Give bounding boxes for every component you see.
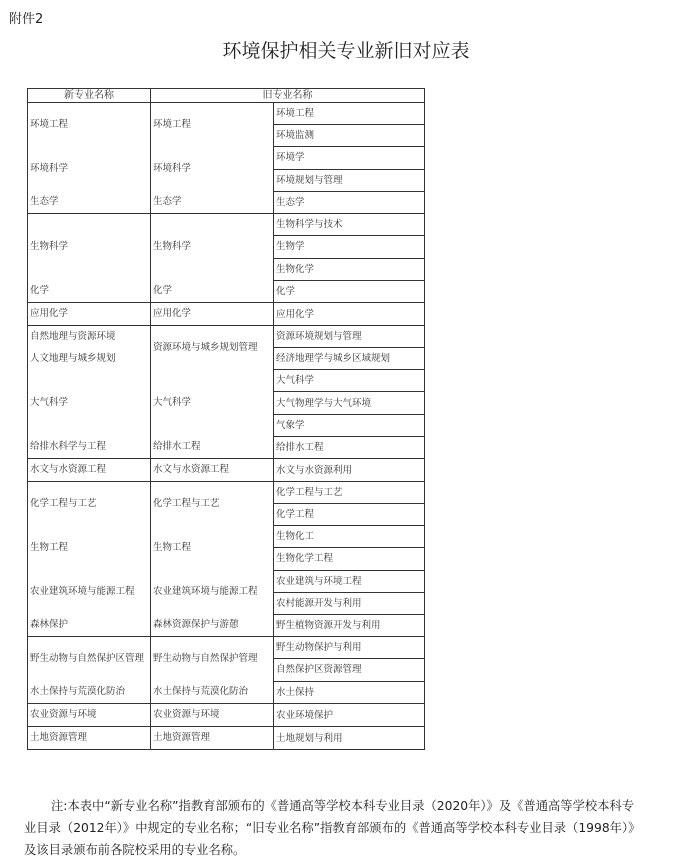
old-major-cell: 生物化学	[274, 258, 425, 280]
intermediate-major-name: 化学	[153, 285, 173, 296]
footnote: 注:本表中“新专业名称”指教育部颁布的《普通高等学校本科专业目录（2020年）》及《普通高等学校本科专业目录（2012年）》中规定的专业名称；“旧专业名称”指教育部颁布的《普通高等学校本科专业目录（1998年）》及该目录颁布前各院校采用的专业名称。	[24, 799, 635, 857]
new-major-cell	[28, 103, 151, 214]
old-major-cell: 水文与水资源利用	[274, 459, 425, 482]
intermediate-major-name: 环境工程	[153, 119, 192, 130]
old-major-cell: 环境规划与管理	[274, 169, 425, 191]
new-major-cell	[28, 482, 151, 637]
table-row	[28, 214, 425, 236]
new-major-name: 农业建筑环境与能源工程	[30, 586, 135, 597]
intermediate-major-name: 生物工程	[153, 542, 192, 553]
old-major-cell: 野生植物资源开发与利用	[274, 614, 425, 636]
intermediate-major-cell	[151, 459, 274, 482]
intermediate-major-name: 化学工程与工艺	[153, 498, 220, 509]
intermediate-major-cell	[151, 637, 274, 704]
intermediate-major-name: 水土保持与荒漠化防治	[153, 686, 249, 697]
intermediate-major-name: 农业资源与环境	[153, 709, 220, 720]
old-major-cell: 水土保持	[274, 681, 425, 703]
table-row	[28, 103, 425, 125]
old-major-cell: 生物科学与技术	[274, 214, 425, 236]
old-major-cell: 环境学	[274, 147, 425, 169]
old-major-cell: 经济地理学与城乡区域规划	[274, 348, 425, 370]
new-major-name: 化学	[30, 285, 50, 296]
intermediate-major-name: 环境科学	[153, 163, 192, 174]
intermediate-major-name: 应用化学	[153, 308, 192, 319]
old-major-cell: 化学工程	[274, 504, 425, 526]
table-row	[28, 637, 425, 659]
old-major-cell: 农业环境保护	[274, 704, 425, 727]
new-major-cell	[28, 303, 151, 326]
new-major-name: 生物科学	[30, 241, 69, 252]
table-row	[28, 727, 425, 750]
header-new-major: 新专业名称	[28, 89, 151, 103]
intermediate-major-name: 生物科学	[153, 241, 192, 252]
table-row	[28, 704, 425, 727]
new-major-name: 生态学	[30, 196, 59, 207]
old-major-cell: 自然保护区资源管理	[274, 659, 425, 681]
table-header-row	[28, 89, 425, 103]
new-major-name: 自然地理与资源环境	[30, 331, 116, 342]
new-major-name: 给排水科学与工程	[30, 441, 107, 452]
new-major-name: 农业资源与环境	[30, 709, 97, 720]
intermediate-major-name: 资源环境与城乡规划管理	[153, 342, 258, 353]
old-major-cell: 农业建筑与环境工程	[274, 570, 425, 592]
intermediate-major-name: 生态学	[153, 196, 182, 207]
old-major-cell: 环境工程	[274, 103, 425, 125]
old-major-cell: 农村能源开发与利用	[274, 592, 425, 614]
new-major-name: 野生动物与自然保护区管理	[30, 653, 145, 664]
new-major-name: 水土保持与荒漠化防治	[30, 686, 126, 697]
new-major-name: 森林保护	[30, 619, 69, 630]
old-major-cell: 给排水工程	[274, 436, 425, 458]
new-major-cell	[28, 637, 151, 704]
table-body	[28, 103, 425, 750]
old-major-cell: 资源环境规划与管理	[274, 326, 425, 348]
page-title: 环境保护相关专业新旧对应表	[222, 40, 470, 62]
intermediate-major-name: 野生动物与自然保护管理	[153, 653, 258, 664]
new-major-name: 人文地理与城乡规划	[30, 353, 116, 364]
old-major-cell: 生态学	[274, 191, 425, 213]
old-major-cell: 应用化学	[274, 303, 425, 326]
new-major-name: 大气科学	[30, 397, 69, 408]
intermediate-major-name: 森林资源保护与游憩	[153, 619, 239, 630]
old-major-cell: 大气物理学与大气环境	[274, 392, 425, 414]
intermediate-major-name: 大气科学	[153, 397, 192, 408]
intermediate-major-cell	[151, 326, 274, 459]
old-major-cell: 野生动物保护与利用	[274, 637, 425, 659]
old-major-cell: 气象学	[274, 414, 425, 436]
intermediate-major-name: 水文与水资源工程	[153, 464, 230, 475]
new-major-name: 化学工程与工艺	[30, 498, 97, 509]
intermediate-major-cell	[151, 214, 274, 303]
new-major-name: 土地资源管理	[30, 732, 88, 743]
new-major-cell	[28, 704, 151, 727]
header-old-major: 旧专业名称	[151, 89, 425, 103]
attachment-label: 附件2	[9, 12, 44, 27]
new-major-name: 生物工程	[30, 542, 69, 553]
old-major-cell: 化学工程与工艺	[274, 482, 425, 504]
new-major-name: 应用化学	[30, 308, 69, 319]
old-major-cell: 化学	[274, 280, 425, 302]
old-major-cell: 环境监测	[274, 125, 425, 147]
major-mapping-table	[27, 88, 425, 750]
old-major-cell: 生物学	[274, 236, 425, 258]
old-major-cell: 生物化学工程	[274, 548, 425, 570]
new-major-cell	[28, 727, 151, 750]
new-major-cell	[28, 214, 151, 303]
table-row	[28, 303, 425, 326]
intermediate-major-cell	[151, 727, 274, 750]
old-major-cell: 大气科学	[274, 370, 425, 392]
intermediate-major-name: 给排水工程	[153, 441, 201, 452]
intermediate-major-cell	[151, 482, 274, 637]
old-major-cell: 土地规划与利用	[274, 727, 425, 750]
new-major-name: 环境科学	[30, 163, 69, 174]
table-row	[28, 459, 425, 482]
table-row	[28, 482, 425, 504]
intermediate-major-cell	[151, 103, 274, 214]
new-major-cell	[28, 326, 151, 459]
new-major-name: 环境工程	[30, 119, 69, 130]
intermediate-major-cell	[151, 704, 274, 727]
intermediate-major-cell	[151, 303, 274, 326]
old-major-cell: 生物化工	[274, 526, 425, 548]
intermediate-major-name: 土地资源管理	[153, 732, 211, 743]
intermediate-major-name: 农业建筑环境与能源工程	[153, 586, 258, 597]
table-row	[28, 326, 425, 348]
new-major-cell	[28, 459, 151, 482]
new-major-name: 水文与水资源工程	[30, 464, 107, 475]
